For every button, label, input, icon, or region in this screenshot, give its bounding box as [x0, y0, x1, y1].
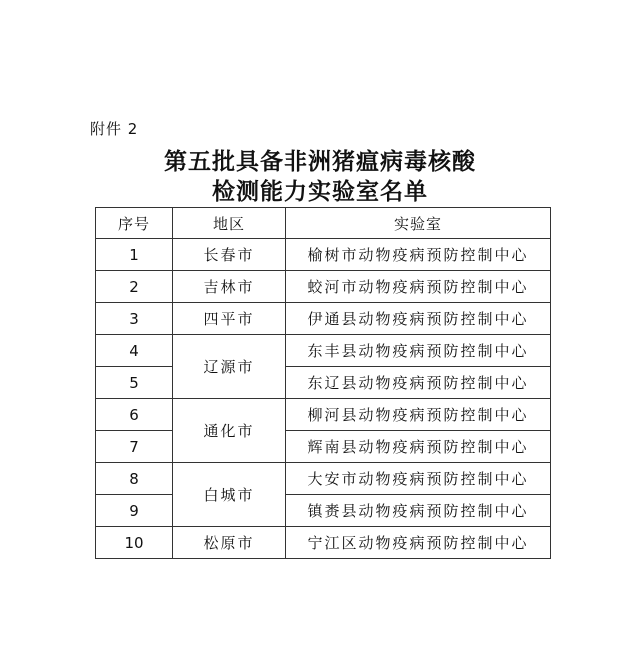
table-row: [96, 431, 551, 463]
table-row: [96, 495, 551, 527]
cell-region: 长春市: [173, 239, 286, 271]
table-row: [96, 367, 551, 399]
cell-laboratory: 宁江区动物疫病预防控制中心: [286, 527, 551, 559]
cell-region: 白城市: [173, 463, 286, 527]
cell-laboratory: 东辽县动物疫病预防控制中心: [286, 367, 551, 399]
cell-region: 松原市: [173, 527, 286, 559]
cell-region: 吉林市: [173, 271, 286, 303]
cell-region: 辽源市: [173, 335, 286, 399]
cell-laboratory: 镇赉县动物疫病预防控制中心: [286, 495, 551, 527]
cell-serial-number: 7: [96, 431, 173, 463]
cell-region: 四平市: [173, 303, 286, 335]
header-region: 地区: [173, 208, 286, 239]
table-row: [96, 335, 551, 367]
cell-serial-number: 6: [96, 399, 173, 431]
cell-laboratory: 辉南县动物疫病预防控制中心: [286, 431, 551, 463]
table-row: [96, 303, 551, 335]
cell-laboratory: 榆树市动物疫病预防控制中心: [286, 239, 551, 271]
cell-serial-number: 8: [96, 463, 173, 495]
table-row: [96, 239, 551, 271]
cell-laboratory: 蛟河市动物疫病预防控制中心: [286, 271, 551, 303]
cell-serial-number: 1: [96, 239, 173, 271]
cell-laboratory: 大安市动物疫病预防控制中心: [286, 463, 551, 495]
cell-serial-number: 2: [96, 271, 173, 303]
table-row: [96, 463, 551, 495]
laboratory-list-table: [95, 207, 551, 559]
cell-laboratory: 伊通县动物疫病预防控制中心: [286, 303, 551, 335]
cell-region: 通化市: [173, 399, 286, 463]
document-title-line-2: 检测能力实验室名单: [212, 179, 428, 205]
cell-serial-number: 10: [96, 527, 173, 559]
cell-serial-number: 5: [96, 367, 173, 399]
cell-serial-number: 4: [96, 335, 173, 367]
cell-laboratory: 东丰县动物疫病预防控制中心: [286, 335, 551, 367]
document-title-line-1: 第五批具备非洲猪瘟病毒核酸: [164, 149, 476, 175]
header-laboratory: 实验室: [286, 208, 551, 239]
cell-serial-number: 9: [96, 495, 173, 527]
cell-serial-number: 3: [96, 303, 173, 335]
table-row: [96, 527, 551, 559]
table-row: [96, 399, 551, 431]
table-header-row: [96, 208, 551, 239]
cell-laboratory: 柳河县动物疫病预防控制中心: [286, 399, 551, 431]
table-row: [96, 271, 551, 303]
attachment-label: 附件 2: [90, 120, 139, 138]
header-serial-number: 序号: [96, 208, 173, 239]
